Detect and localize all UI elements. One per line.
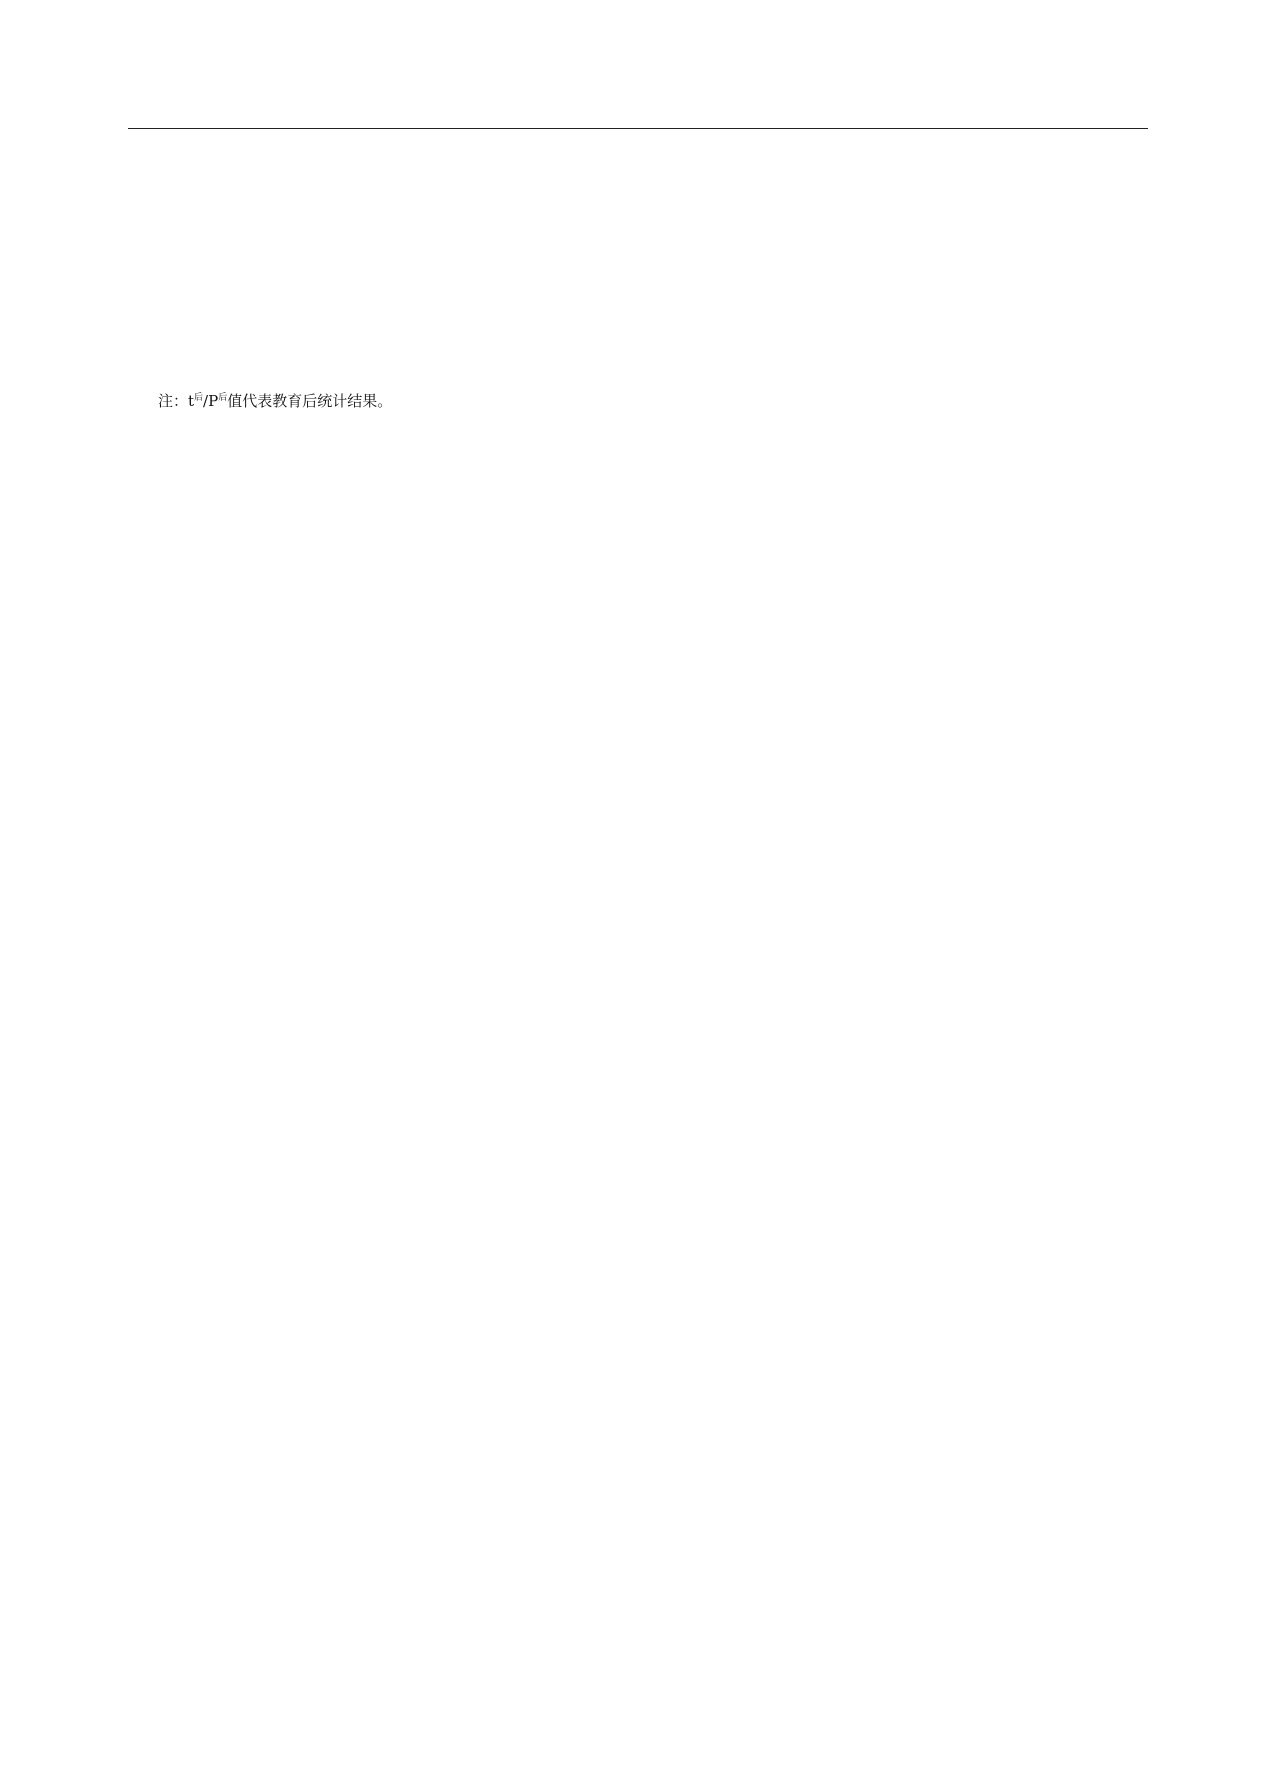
table1-note: 注：$t^后/P^后$值代表教育后统计结果。 bbox=[158, 392, 393, 410]
header-rule bbox=[128, 128, 1148, 129]
